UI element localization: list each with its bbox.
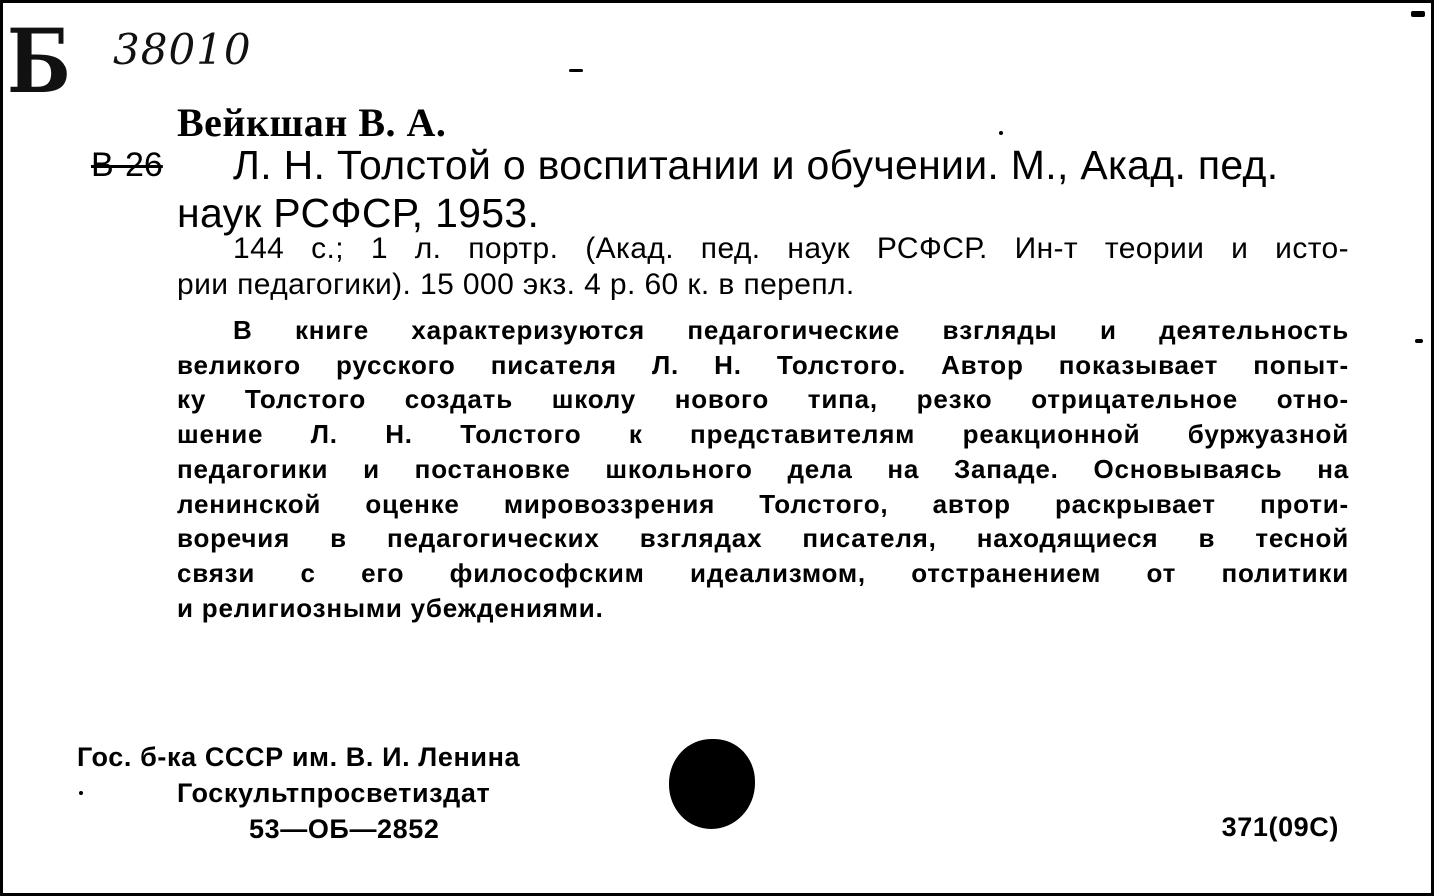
card-number: 53—ОБ—2852: [249, 814, 440, 844]
punch-hole: [669, 739, 755, 829]
ink-speck: [1415, 339, 1423, 343]
publisher-name: Госкультпросветиздат: [177, 778, 491, 808]
annotation-line: великого русского писателя Л. Н. Толстого. Автор показывает попыт-: [177, 349, 1349, 380]
ink-speck: [999, 131, 1003, 135]
imprint-block: [177, 231, 1349, 303]
classification-code: 371(09С): [1221, 812, 1339, 842]
annotation-line: ку Толстого создать школу нового типа, резко отрицательное отно-: [177, 384, 1349, 415]
annotation-line: В книге характеризуются педагогические взгляды и деятельность: [233, 315, 1349, 345]
annotation-line: и религиозными убеждениями.: [177, 592, 604, 623]
library-name: Гос. б-ка СССР им. В. И. Ленина: [77, 742, 521, 772]
shelf-code: В-26: [91, 146, 163, 184]
ink-speck: [1411, 11, 1425, 17]
author-heading: Вейкшан В. А.: [177, 100, 447, 145]
imprint-line: рии педагогики). 15 000 экз. 4 р. 60 к. в перепл.: [177, 268, 855, 301]
annotation-block: [177, 313, 1349, 625]
title-line: наук РСФСР, 1953.: [177, 190, 540, 236]
annotation-line: педагогики и постановке школьного дела на Западе. Основываясь на: [177, 453, 1349, 484]
title-block: [177, 141, 1349, 237]
handwritten-inventory-number: 38010: [113, 25, 252, 74]
imprint-line: 144 с.; 1 л. портр. (Акад. пед. наук РСФСР. Ин-т теории и исто-: [233, 232, 1349, 265]
annotation-line: воречия в педагогических взглядах писателя, находящиеся в тесной: [177, 523, 1349, 554]
ink-speck: [569, 69, 583, 72]
ink-speck: [79, 791, 83, 795]
annotation-line: ленинской оценке мировоззрения Толстого, автор раскрывает проти-: [177, 488, 1349, 519]
stamp-letter: Б: [7, 9, 71, 113]
title-line: Л. Н. Толстой о воспитании и обучении. М., Акад. пед.: [233, 142, 1279, 188]
annotation-line: шение Л. Н. Толстого к представителям реакционной буржуазной: [177, 419, 1349, 450]
annotation-line: связи с его философским идеализмом, отстранением от политики: [177, 557, 1349, 588]
